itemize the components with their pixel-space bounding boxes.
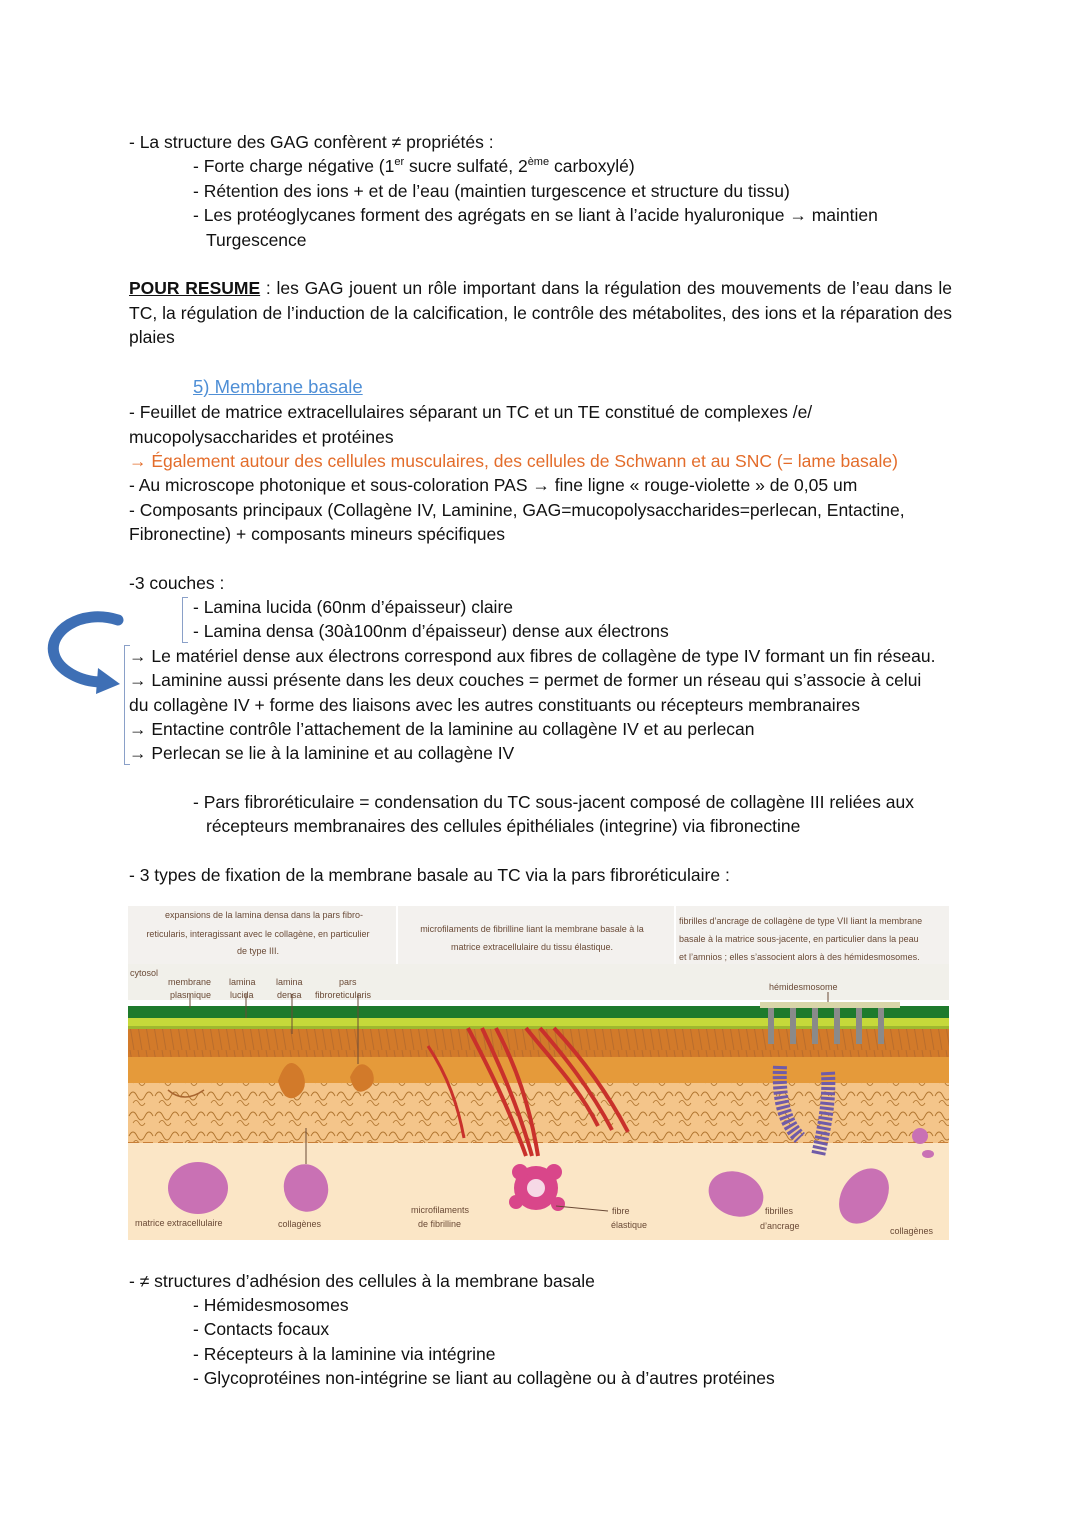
pars-fibroreticulaire: - Pars fibroréticulaire = condensation du TC sous-jacent composé de collagène III reliées aux — [193, 792, 914, 812]
label-lamina-lucida-2: lucida — [230, 990, 254, 1000]
membrane-feuillet: - Feuillet de matrice extracellulaires séparant un TC et un TE constitué de complexes /e/ — [129, 402, 813, 422]
caption-1-line1: expansions de la lamina densa dans la pars fibro- — [164, 910, 364, 920]
gag-proteoglycanes: - Les protéoglycanes forment des agrégats en se liant à l’acide hyaluronique → maintien — [193, 205, 878, 225]
caption-3-line3: et l’amnios ; elles s’associent alors à des hémidesmosomes. — [679, 952, 920, 962]
label-membrane: membrane — [168, 977, 212, 987]
section-heading-membrane-basale: 5) Membrane basale — [193, 376, 363, 397]
label-matrice: matrice extracellulaire — [135, 1218, 223, 1228]
couches-arrow-laminine: → Laminine aussi présente dans les deux couches = permet de former un réseau qui s’associe à celui — [129, 670, 922, 690]
caption-1-line3: de type III. — [236, 946, 280, 956]
couches-title: -3 couches : — [129, 573, 225, 593]
couches-arrow-laminine-cont: du collagène IV + forme des liaisons avec les autres constituants ou récepteurs membranaires — [129, 695, 861, 715]
couches-bracket — [182, 597, 188, 643]
label-microfilaments-2: de fibrilline — [418, 1219, 462, 1229]
basement-membrane-figure — [128, 906, 949, 1240]
label-lamina-lucida-1: lamina — [229, 977, 256, 987]
adhesion-item: - Hémidesmosomes — [193, 1295, 349, 1315]
label-cytosol: cytosol — [130, 968, 159, 978]
gag-proteoglycanes-cont: Turgescence — [206, 230, 307, 250]
label-microfilaments-1: microfilaments — [411, 1205, 470, 1215]
membrane-autour: → Également autour des cellules musculaires, des cellules de Schwann et au SNC (= lame basale) — [129, 451, 898, 471]
label-plasmique: plasmique — [170, 990, 212, 1000]
couches-arrow-perlecan: → Perlecan se lie à la laminine et au collagène IV — [129, 743, 515, 763]
adhesion-item: - Contacts focaux — [193, 1319, 330, 1339]
label-hemidesmosome: hémidesmosome — [769, 982, 838, 992]
label-collagenes-1: collagènes — [278, 1219, 322, 1229]
adhesion-title: - ≠ structures d’adhésion des cellules à la membrane basale — [129, 1271, 595, 1291]
label-lamina-densa-1: lamina — [276, 977, 303, 987]
curved-arrow-icon — [40, 606, 130, 696]
resume-label: POUR RESUME — [129, 278, 261, 298]
membrane-feuillet-cont: mucopolysaccharides et protéines — [129, 427, 394, 447]
adhesion-item: - Récepteurs à la laminine via intégrine — [193, 1344, 496, 1364]
label-collagenes-2: collagènes — [890, 1226, 934, 1236]
label-fibrilles-2: d’ancrage — [760, 1221, 800, 1231]
pars-fibroreticulaire-cont: récepteurs membranaires des cellules épithéliales (integrine) via fibronectine — [206, 816, 801, 836]
couches-arrow-collagene: → Le matériel dense aux électrons correspond aux fibres de collagène de type IV formant un fin réseau. — [129, 646, 936, 666]
caption-3-line2: basale à la matrice sous-jacente, en particulier dans la peau — [679, 934, 919, 944]
cell-1 — [168, 1162, 228, 1214]
label-pars-1: pars — [339, 977, 357, 987]
caption-3-line1: fibrilles d’ancrage de collagène de type VII liant la membrane — [679, 916, 923, 926]
label-lamina-densa-2: densa — [277, 990, 302, 1000]
label-fibre-2: élastique — [611, 1220, 648, 1230]
label-fibre-1: fibre — [612, 1206, 630, 1216]
elastic-fibre-icon — [509, 1164, 565, 1211]
membrane-composants-cont: Fibronectine) + composants mineurs spécifiques — [129, 524, 505, 544]
label-pars-2: fibroreticularis — [315, 990, 372, 1000]
label-fibrilles-1: fibrilles — [765, 1206, 794, 1216]
couches-arrow-entactine: → Entactine contrôle l’attachement de la laminine au collagène IV et au perlecan — [129, 719, 755, 739]
adhesion-item: - Glycoprotéines non-intégrine se liant au collagène ou à d’autres protéines — [193, 1368, 775, 1388]
caption-2-line2: matrice extracellulaire du tissu élastique. — [450, 942, 614, 952]
couche-densa: - Lamina densa (30à100nm d’épaisseur) dense aux électrons — [193, 621, 669, 641]
gag-retention: - Rétention des ions + et de l’eau (maintien turgescence et structure du tissu) — [193, 181, 790, 201]
resume-paragraph: POUR RESUME : les GAG jouent un rôle important dans la régulation des mouvements de l’eau dans le TC, la régulation de l’induction de la calcification, le contrôle des métabolites, des ions et la réparation des plaies — [129, 278, 952, 347]
caption-1-line2: reticularis, interagissant avec le collagène, en particulier — [146, 929, 370, 939]
couche-lucida: - Lamina lucida (60nm d’épaisseur) claire — [193, 597, 514, 617]
gag-intro: - La structure des GAG confèrent ≠ propriétés : — [129, 132, 494, 152]
gag-charge: - Forte charge négative (1er sucre sulfaté, 2ème carboxylé) — [193, 156, 635, 176]
membrane-microscope: - Au microscope photonique et sous-coloration PAS → fine ligne « rouge-violette » de 0,05 um — [129, 475, 858, 495]
caption-2-line1: microfilaments de fibrilline liant la membrane basale à la — [420, 924, 644, 934]
membrane-composants: - Composants principaux (Collagène IV, Laminine, GAG=mucopolysaccharides=perlecan, Entactine, — [129, 500, 905, 520]
fixation-title: - 3 types de fixation de la membrane basale au TC via la pars fibroréticulaire : — [129, 865, 730, 885]
